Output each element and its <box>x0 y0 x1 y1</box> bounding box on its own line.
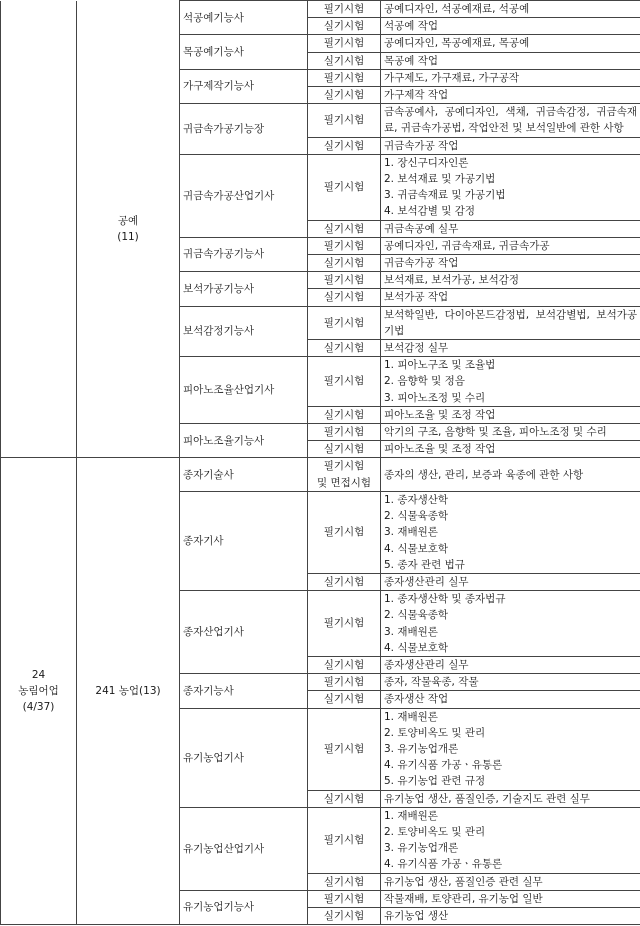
exam-subjects-cell: 가구제작 작업 <box>381 87 640 104</box>
qualification-name-cell: 귀금속가공기능장 <box>180 104 308 155</box>
exam-type-cell: 필기시험 <box>308 154 381 220</box>
exam-subjects-cell: 석공예 작업 <box>381 18 640 35</box>
middle-category-cell: 공예 (11) <box>77 1 180 458</box>
qualification-name-cell: 석공예기능사 <box>180 1 308 35</box>
table-row <box>1 458 640 491</box>
qualification-name-cell: 피아노조율기능사 <box>180 424 308 458</box>
exam-type-cell: 실기시험 <box>308 873 381 890</box>
exam-subjects-cell: 종자생산 작업 <box>381 691 640 708</box>
qualification-name-cell: 가구제작기능사 <box>180 69 308 103</box>
qualification-name-cell: 유기농업기능사 <box>180 890 308 924</box>
exam-subjects-cell: 가구제도, 가구재료, 가구공작 <box>381 69 640 86</box>
exam-type-cell: 필기시험 <box>308 237 381 254</box>
exam-type-cell: 필기시험 <box>308 104 381 137</box>
exam-type-cell: 필기시험 <box>308 69 381 86</box>
exam-type-cell: 필기시험 <box>308 807 381 873</box>
exam-subjects-cell: 목공예 작업 <box>381 52 640 69</box>
exam-type-cell: 실기시험 <box>308 18 381 35</box>
major-category-cell: 24 농림어업 (4/37) <box>1 458 77 925</box>
exam-subjects-cell: 공예디자인, 목공예재료, 목공예 <box>381 35 640 52</box>
qualification-name-cell: 유기농업산업기사 <box>180 807 308 890</box>
exam-type-cell: 실기시험 <box>308 289 381 306</box>
exam-subjects-cell: 종자의 생산, 관리, 보증과 육종에 관한 사항 <box>381 458 640 491</box>
exam-type-cell: 실기시험 <box>308 137 381 154</box>
table-row <box>1 1 640 18</box>
exam-type-cell: 실기시험 <box>308 691 381 708</box>
exam-type-cell: 실기시험 <box>308 220 381 237</box>
exam-subjects-cell: 보석재료, 보석가공, 보석감정 <box>381 272 640 289</box>
exam-subjects-cell: 보석학일반, 다이아몬드감정법, 보석감별법, 보석가공기법 <box>381 306 640 339</box>
exam-subjects-cell: 종자생산관리 실무 <box>381 573 640 590</box>
exam-subjects-cell: 피아노조율 및 조정 작업 <box>381 441 640 458</box>
qualification-name-cell: 유기농업기사 <box>180 708 308 807</box>
exam-type-cell: 필기시험 <box>308 35 381 52</box>
exam-subjects-cell: 종자, 작물육종, 작물 <box>381 674 640 691</box>
qualification-name-cell: 귀금속가공산업기사 <box>180 154 308 237</box>
exam-subjects-cell: 1. 피아노구조 및 조율법 2. 음향학 및 정음 3. 피아노조정 및 수리 <box>381 357 640 407</box>
exam-subjects-cell: 1. 종자생산학 2. 식물육종학 3. 재배원론 4. 식물보호학 5. 종자 관련 법규 <box>381 491 640 573</box>
exam-subjects-cell: 보석가공 작업 <box>381 289 640 306</box>
qualification-name-cell: 목공예기능사 <box>180 35 308 69</box>
middle-category-cell: 241 농업(13) <box>77 458 180 925</box>
exam-type-cell: 실기시험 <box>308 790 381 807</box>
exam-type-cell: 실기시험 <box>308 573 381 590</box>
qualification-name-cell: 보석감정기능사 <box>180 306 308 357</box>
exam-type-cell: 필기시험 <box>308 357 381 407</box>
exam-type-cell: 실기시험 <box>308 406 381 423</box>
exam-type-cell: 필기시험 <box>308 1 381 18</box>
exam-subjects-cell: 귀금속공예 실무 <box>381 220 640 237</box>
exam-subjects-cell: 유기농업 생산, 품질인증 관련 실무 <box>381 873 640 890</box>
exam-subjects-cell: 공예디자인, 석공예재료, 석공예 <box>381 1 640 18</box>
exam-type-cell: 실기시험 <box>308 340 381 357</box>
exam-type-cell: 필기시험 <box>308 306 381 339</box>
exam-subjects-cell: 유기농업 생산 <box>381 907 640 924</box>
exam-subjects-cell: 피아노조율 및 조정 작업 <box>381 406 640 423</box>
exam-subjects-cell: 보석감정 실무 <box>381 340 640 357</box>
exam-type-cell: 필기시험 <box>308 591 381 657</box>
qualification-name-cell: 피아노조율산업기사 <box>180 357 308 424</box>
qualification-name-cell: 보석가공기능사 <box>180 272 308 306</box>
exam-type-cell: 필기시험 <box>308 708 381 790</box>
qualification-name-cell: 종자산업기사 <box>180 591 308 674</box>
exam-type-cell: 실기시험 <box>308 441 381 458</box>
exam-subjects-cell: 1. 장신구디자인론 2. 보석재료 및 가공기법 3. 귀금속재료 및 가공기법 4. 보석감별 및 감정 <box>381 154 640 220</box>
exam-subjects-cell: 귀금속가공 작업 <box>381 255 640 272</box>
exam-type-cell: 실기시험 <box>308 656 381 673</box>
exam-subjects-cell: 유기농업 생산, 품질인증, 기술지도 관련 실무 <box>381 790 640 807</box>
exam-type-cell: 필기시험 및 면접시험 <box>308 458 381 491</box>
qualification-name-cell: 종자기능사 <box>180 674 308 708</box>
exam-type-cell: 필기시험 <box>308 890 381 907</box>
exam-type-cell: 실기시험 <box>308 52 381 69</box>
exam-subjects-cell: 1. 재배원론 2. 토양비옥도 및 관리 3. 유기농업개론 4. 유기식품 가공ㆍ유통론 5. 유기농업 관련 규정 <box>381 708 640 790</box>
exam-subjects-cell: 귀금속가공 작업 <box>381 137 640 154</box>
qualification-name-cell: 귀금속가공기능사 <box>180 237 308 271</box>
exam-subjects-cell: 작물재배, 토양관리, 유기농업 일반 <box>381 890 640 907</box>
exam-subjects-cell: 공예디자인, 귀금속재료, 귀금속가공 <box>381 237 640 254</box>
qualification-name-cell: 종자기술사 <box>180 458 308 491</box>
exam-type-cell: 실기시험 <box>308 907 381 924</box>
qualification-name-cell: 종자기사 <box>180 491 308 590</box>
exam-subjects-cell: 악기의 구조, 음향학 및 조율, 피아노조정 및 수리 <box>381 424 640 441</box>
exam-subjects-cell: 금속공예사, 공예디자인, 색채, 귀금속감정, 귀금속재료, 귀금속가공법, 작업안전 및 보석일반에 관한 사항 <box>381 104 640 137</box>
exam-type-cell: 실기시험 <box>308 87 381 104</box>
major-category-cell <box>1 1 77 458</box>
exam-type-cell: 필기시험 <box>308 272 381 289</box>
exam-type-cell: 실기시험 <box>308 255 381 272</box>
exam-subjects-cell: 1. 재배원론 2. 토양비옥도 및 관리 3. 유기농업개론 4. 유기식품 가공ㆍ유통론 <box>381 807 640 873</box>
exam-type-cell: 필기시험 <box>308 674 381 691</box>
exam-type-cell: 필기시험 <box>308 424 381 441</box>
exam-subjects-cell: 1. 종자생산학 및 종자법규 2. 식물육종학 3. 재배원론 4. 식물보호학 <box>381 591 640 657</box>
exam-type-cell: 필기시험 <box>308 491 381 573</box>
exam-subjects-cell: 종자생산관리 실무 <box>381 656 640 673</box>
